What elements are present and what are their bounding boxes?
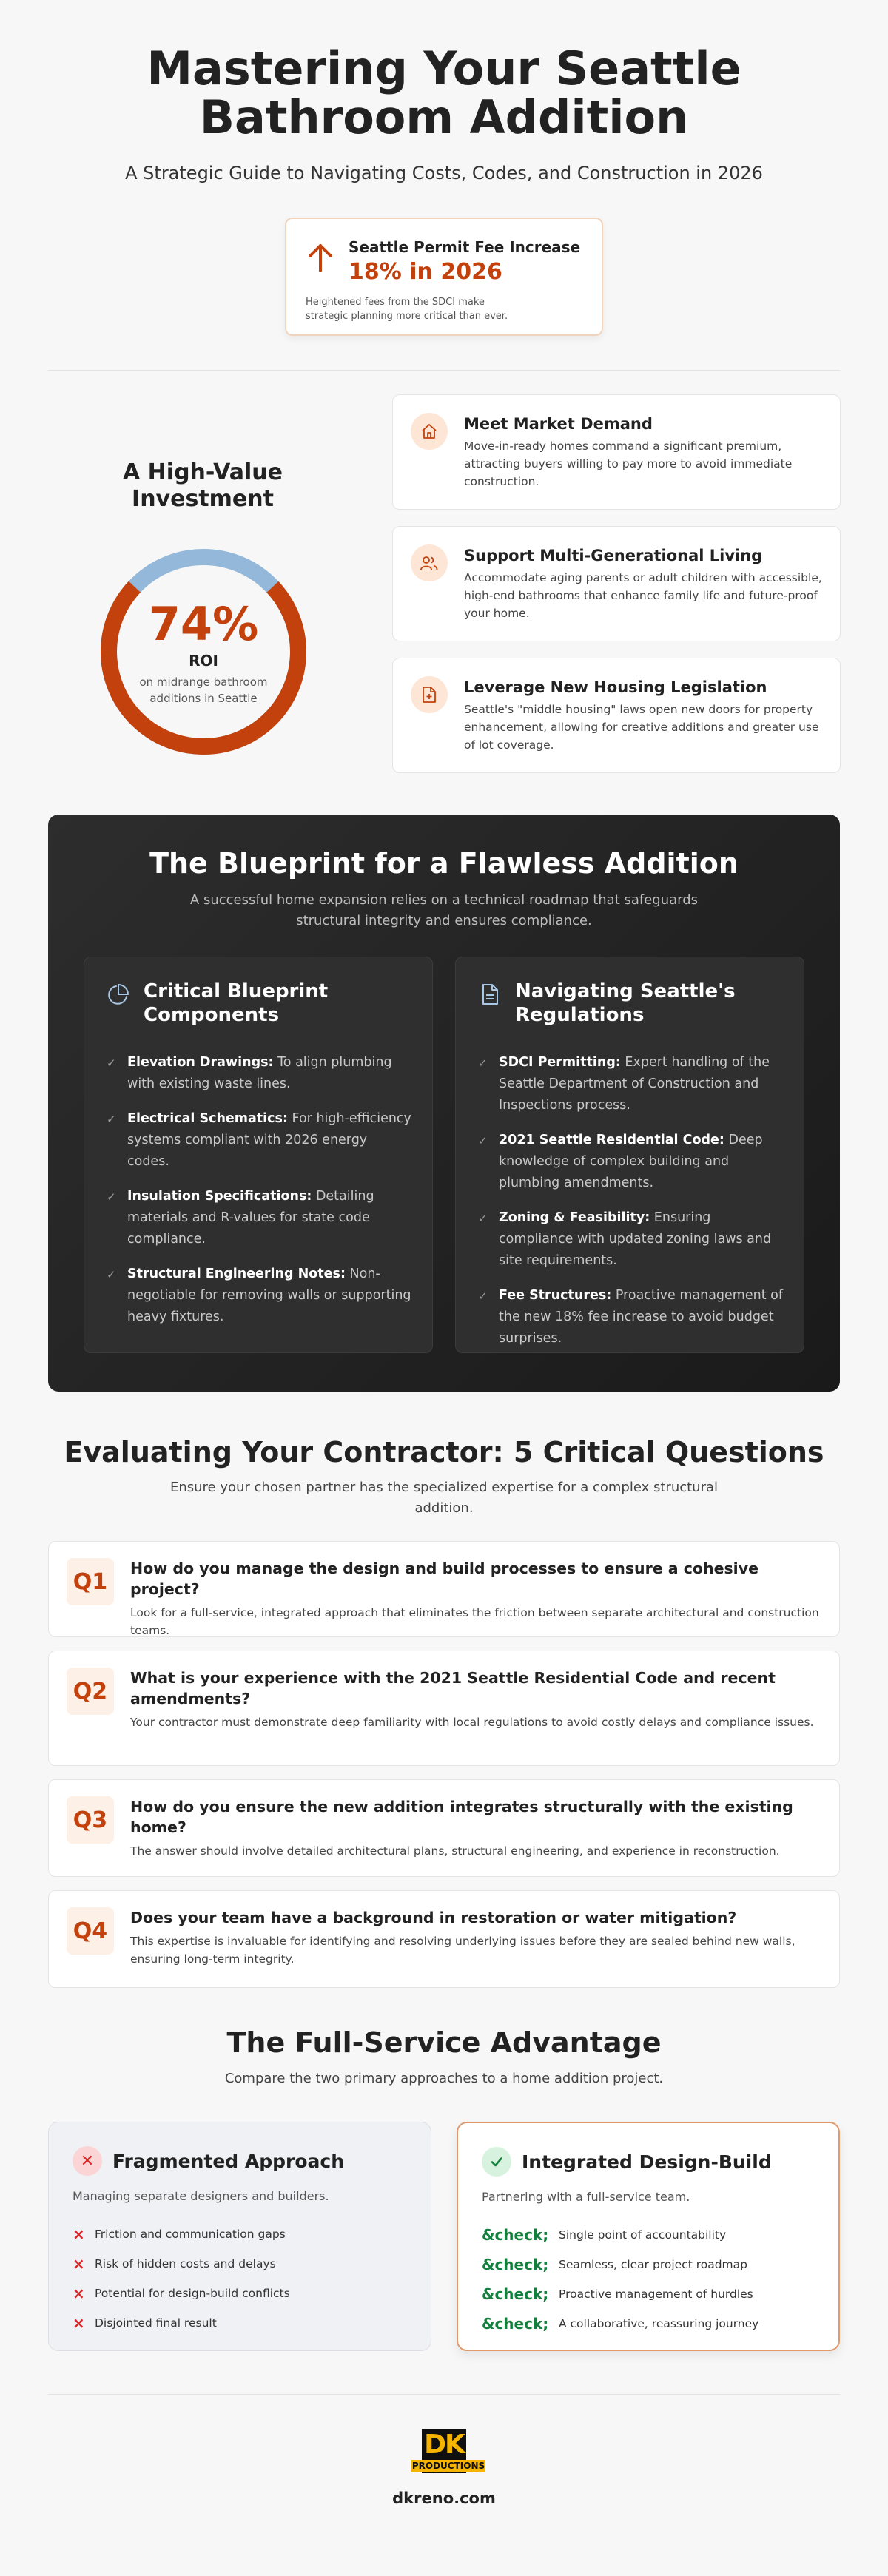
advantage-subtitle: Compare the two primary approaches to a home addition project. (224, 2071, 664, 2086)
check-icon: ✓ (478, 1212, 488, 1225)
roi-label: ROI (189, 652, 218, 670)
check-icon: ✓ (478, 1134, 488, 1147)
answer-text: This expertise is invaluable for identifying and resolving underlying issues before they are sealed behind new walls, ensuring long-term integrity. (130, 1935, 796, 1966)
list-item: ✓ 2021 Seattle Residential Code: Deep knowledge of complex building and plumbing amendments. (478, 1130, 783, 1194)
list-item: × Friction and communication gaps (73, 2225, 286, 2243)
feature-text: Seattle's "middle housing" laws open new doors for property enhancement, allowing for creative additions and greater use of lot coverage. (464, 703, 819, 752)
page-subtitle: A Strategic Guide to Navigating Costs, Codes, and Construction in 2026 (125, 163, 763, 183)
blueprint-components-card (84, 957, 433, 1353)
x-icon: × (73, 2285, 85, 2302)
list-item: &check; Single point of accountability (482, 2226, 727, 2244)
list-item: ✓ Insulation Specifications: Detailing materials and R-values for state code compliance. (107, 1186, 411, 1250)
question-badge: Q4 (67, 1907, 114, 1955)
answer-text: Your contractor must demonstrate deep familiarity with local regulations to avoid costly delays and compliance issues. (130, 1716, 814, 1729)
list-item: ✓ Electrical Schematics: For high-efficiency systems compliant with 2026 energy codes. (107, 1108, 411, 1173)
feature-card-market-demand (392, 394, 841, 510)
check-icon: ✓ (107, 1190, 116, 1204)
list-item: ✓ Zoning & Feasibility: Ensuring compliance with updated zoning laws and site requirements. (478, 1207, 783, 1272)
integrated-description: Partnering with a full-service team. (482, 2190, 690, 2204)
question-text: What is your experience with the 2021 Seattle Residential Code and recent amendments? (130, 1669, 776, 1707)
footer (0, 2394, 888, 2507)
document-icon (478, 982, 502, 1006)
permit-fee-title: Seattle Permit Fee Increase (349, 238, 581, 256)
blueprint-components-title: Critical Blueprint Components (144, 980, 329, 1026)
feature-card-multi-generational (392, 526, 841, 641)
feature-text: Accommodate aging parents or adult children with accessible, high-end bathrooms that enhance family life and future-proof your home. (464, 571, 822, 620)
permit-fee-value: 18% in 2026 (349, 259, 502, 285)
check-marker: &check; (482, 2226, 549, 2244)
list-item: × Risk of hidden costs and delays (73, 2255, 276, 2273)
integrated-design-build-card (457, 2122, 840, 2351)
question-card-q4 (48, 1890, 840, 1988)
feature-text: Move-in-ready homes command a significant premium, attracting buyers willing to pay more to avoid immediate construction. (464, 439, 793, 488)
blueprint-components-list (107, 1052, 411, 1328)
question-card-q1 (48, 1541, 840, 1637)
answer-text: The answer should involve detailed architectural plans, structural engineering, and experience in reconstruction. (130, 1844, 780, 1858)
feature-title: Leverage New Housing Legislation (464, 678, 767, 696)
feature-title: Meet Market Demand (464, 415, 653, 433)
list-item: ✓ SDCI Permitting: Expert handling of the Seattle Department of Construction and Inspections process. (478, 1052, 783, 1116)
check-marker: &check; (482, 2285, 549, 2303)
integrated-list (482, 2220, 815, 2339)
users-icon (411, 544, 448, 581)
seattle-regulations-list (478, 1052, 783, 1349)
arrow-up-icon (306, 241, 335, 274)
list-item: &check; Seamless, clear project roadmap (482, 2256, 747, 2273)
x-icon: × (73, 2225, 85, 2243)
seattle-regulations-title: Navigating Seattle's Regulations (515, 980, 736, 1026)
check-icon: ✓ (107, 1113, 116, 1126)
x-icon: ✕ (73, 2146, 102, 2176)
x-icon: × (73, 2255, 85, 2273)
investment-title: A High-Value Investment (123, 459, 283, 512)
question-card-q3 (48, 1779, 840, 1877)
company-logo (411, 2429, 485, 2473)
feature-card-housing-legislation (392, 658, 841, 773)
list-item: ✓ Fee Structures: Proactive management of the new 18% fee increase to avoid budget surprises. (478, 1285, 783, 1349)
question-text: How do you manage the design and build processes to ensure a cohesive project? (130, 1560, 758, 1598)
permit-fee-note: Heightened fees from the SDCI make strategic planning more critical than ever. (306, 297, 508, 322)
fragmented-title: Fragmented Approach (112, 2150, 345, 2172)
fragmented-list (73, 2219, 407, 2338)
blueprint-title: The Blueprint for a Flawless Addition (149, 847, 739, 880)
roi-value: 74% (148, 597, 259, 651)
fragmented-description: Managing separate designers and builders. (73, 2189, 329, 2203)
roi-center (96, 597, 311, 707)
question-card-q2 (48, 1651, 840, 1766)
website-link[interactable]: dkreno.com (392, 2489, 496, 2507)
logo-subtext: PRODUCTIONS (411, 2461, 485, 2471)
permit-fee-card (285, 218, 603, 336)
check-icon: ✓ (478, 1289, 488, 1303)
list-item: &check; Proactive management of hurdles (482, 2285, 753, 2303)
document-plus-icon (411, 676, 448, 713)
seattle-regulations-card (455, 957, 804, 1353)
questions-subtitle: Ensure your chosen partner has the specialized expertise for a complex structural addition. (169, 1480, 719, 1516)
answer-text: Look for a full-service, integrated approach that eliminates the friction between separate architectural and construction teams. (130, 1606, 819, 1637)
list-item: ✓ Elevation Drawings: To align plumbing with existing waste lines. (107, 1052, 411, 1095)
page-title: Mastering Your Seattle Bathroom Addition (147, 41, 741, 144)
list-item: × Potential for design-build conflicts (73, 2285, 290, 2302)
divider (48, 2394, 840, 2395)
list-item: ✓ Structural Engineering Notes: Non-negotiable for removing walls or supporting heavy fixtures. (107, 1264, 411, 1328)
question-text: How do you ensure the new addition integrates structurally with the existing home? (130, 1798, 793, 1836)
question-badge: Q1 (67, 1558, 114, 1605)
roi-description: on midrange bathroom additions in Seattle (139, 675, 268, 705)
advantage-title: The Full-Service Advantage (226, 2026, 662, 2059)
integrated-title: Integrated Design-Build (522, 2151, 772, 2173)
hero-section (0, 0, 888, 371)
question-badge: Q3 (67, 1796, 114, 1844)
check-marker: &check; (482, 2256, 549, 2273)
blueprint-subtitle: A successful home expansion relies on a technical roadmap that safeguards structural integrity and ensures compliance. (189, 892, 699, 928)
check-marker: &check; (482, 2315, 549, 2333)
home-icon (411, 413, 448, 450)
investment-section (0, 371, 888, 815)
x-icon: × (73, 2314, 85, 2332)
check-icon: ✓ (107, 1056, 116, 1070)
pie-chart-icon (107, 982, 130, 1006)
check-icon: ✓ (107, 1268, 116, 1281)
logo-mark: DK (424, 2430, 464, 2460)
fragmented-approach-card (48, 2122, 431, 2351)
question-text: Does your team have a background in restoration or water mitigation? (130, 1909, 737, 1926)
list-item: × Disjointed final result (73, 2314, 217, 2332)
check-icon: ✓ (478, 1056, 488, 1070)
feature-title: Support Multi-Generational Living (464, 547, 763, 564)
full-service-advantage-section (0, 1988, 888, 2358)
check-icon (482, 2147, 511, 2177)
blueprint-section (48, 815, 840, 1392)
question-badge: Q2 (67, 1668, 114, 1715)
questions-title: Evaluating Your Contractor: 5 Critical Questions (64, 1436, 824, 1469)
list-item: &check; A collaborative, reassuring journey (482, 2315, 759, 2333)
contractor-questions-section (0, 1392, 888, 1988)
